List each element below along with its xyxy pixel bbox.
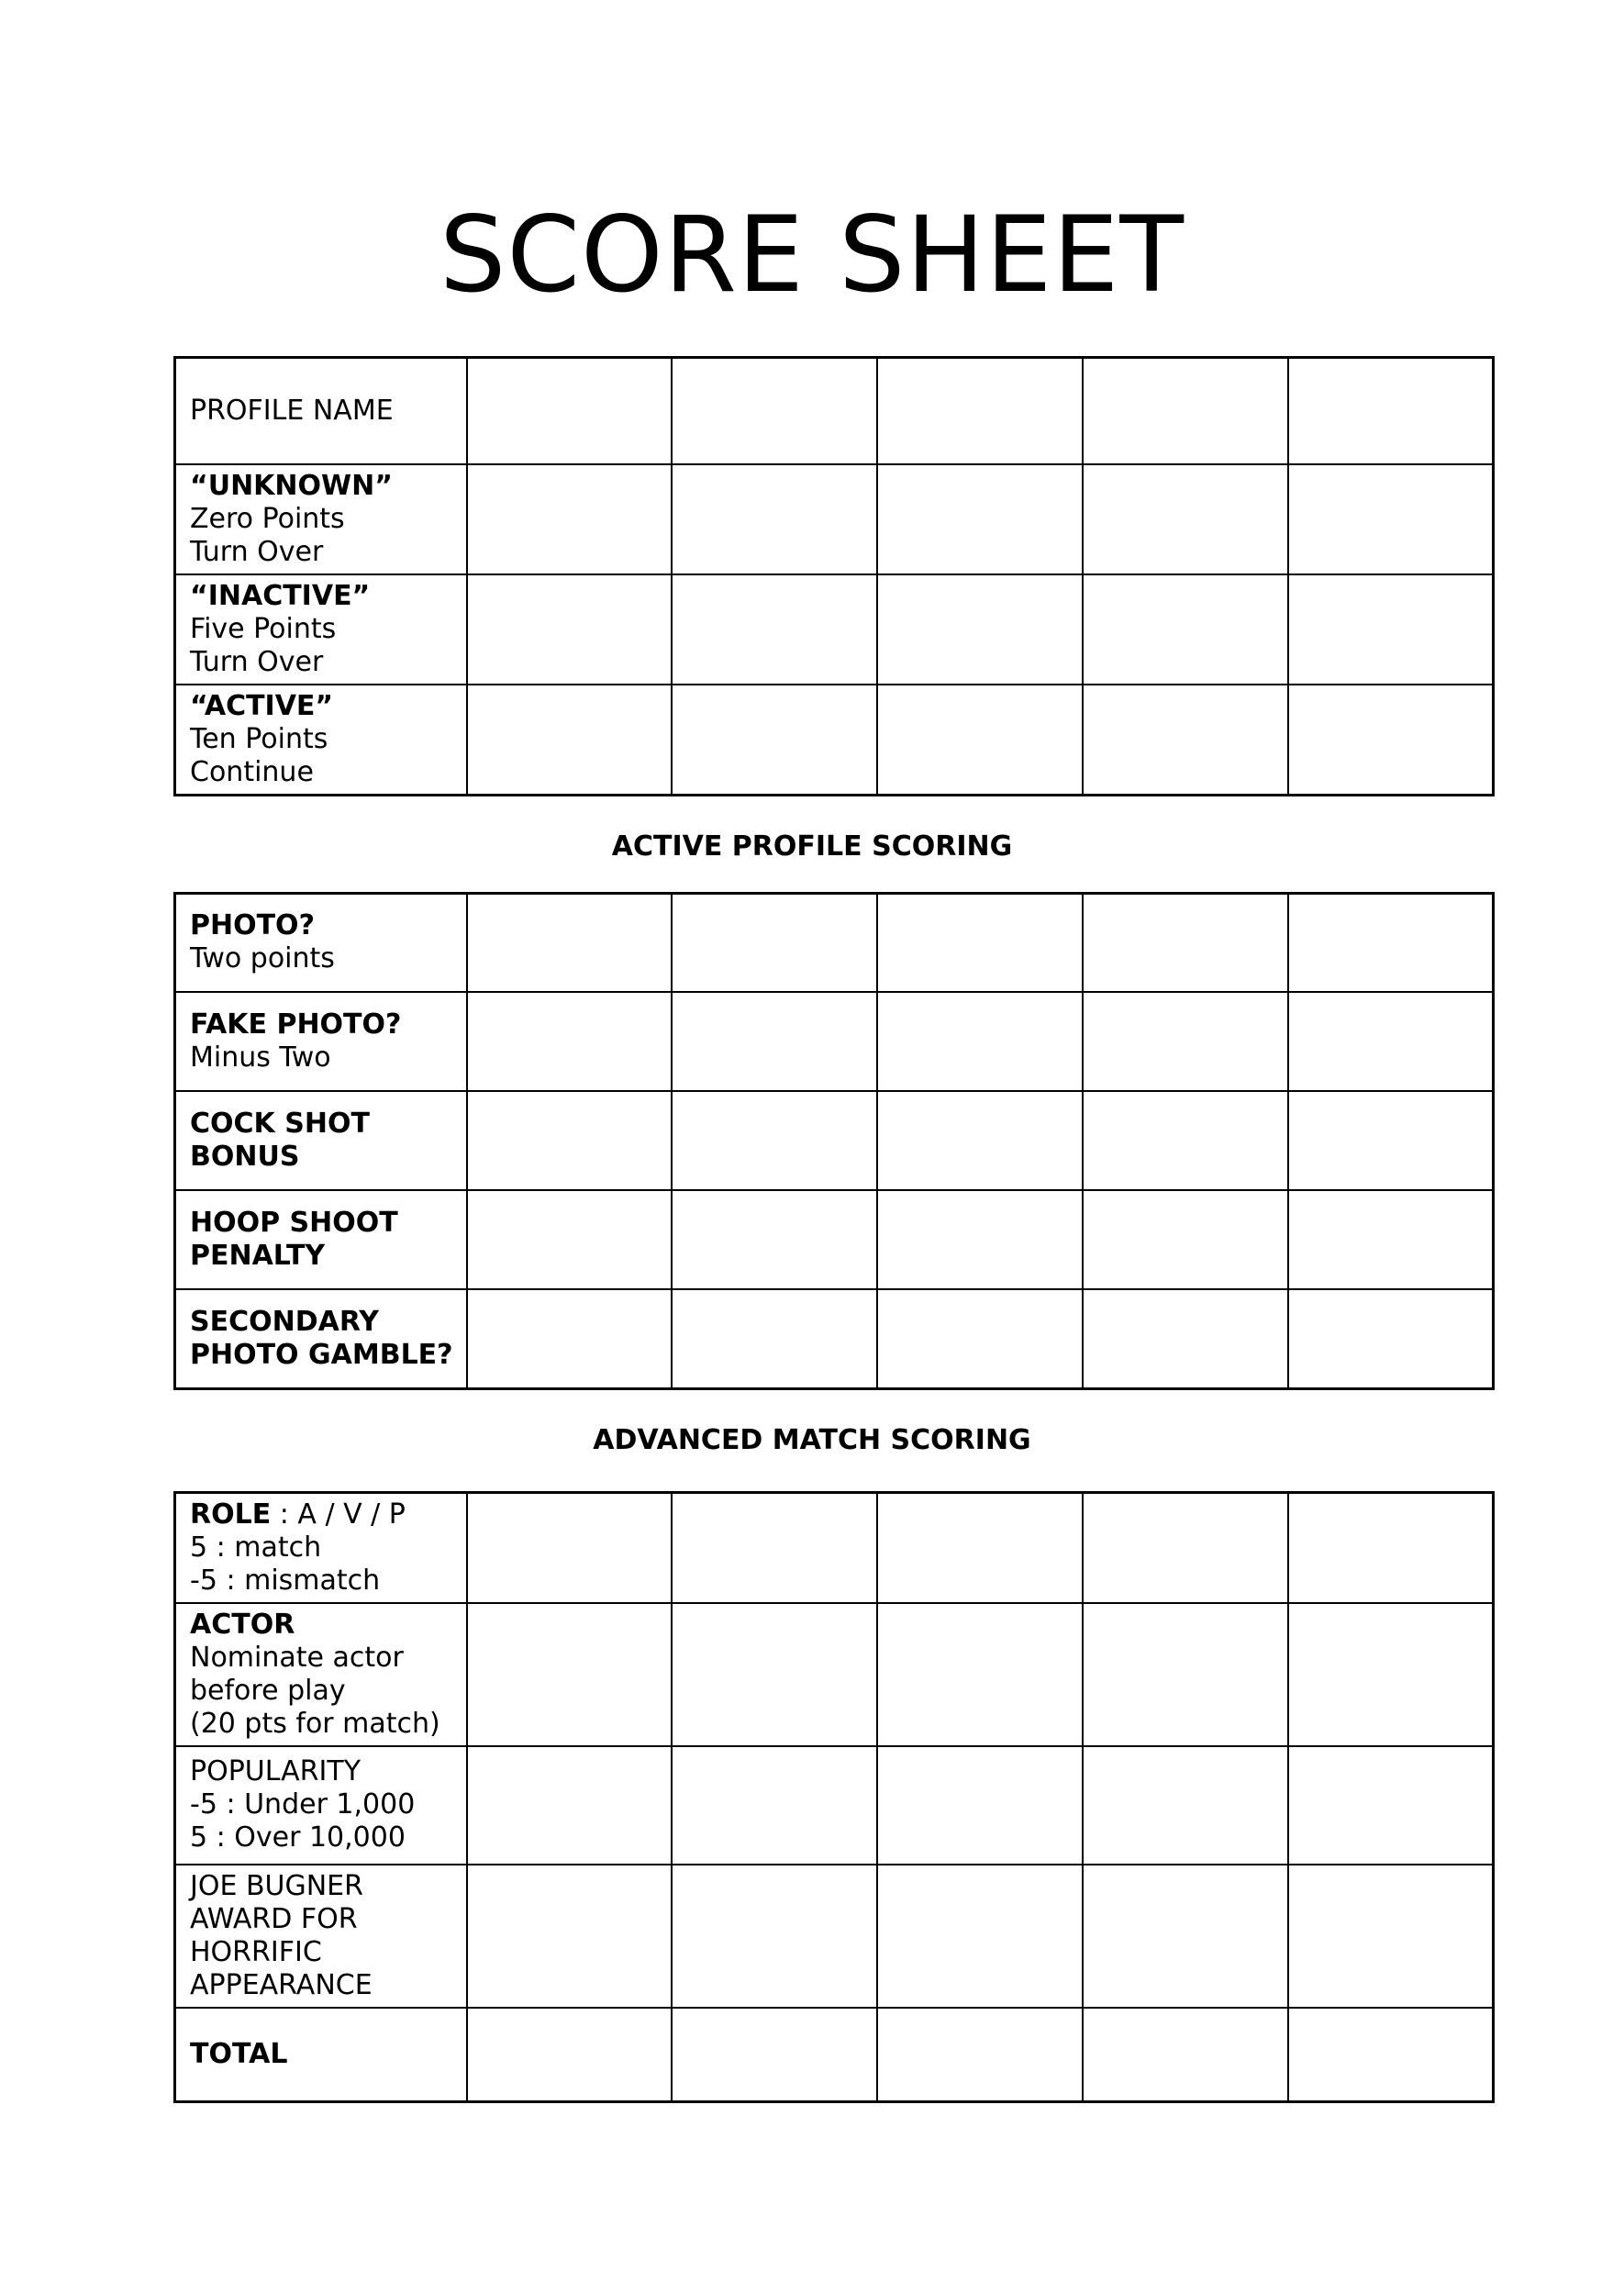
score-cell[interactable]	[877, 1603, 1083, 1746]
score-cell[interactable]	[672, 2008, 877, 2102]
score-cell[interactable]	[467, 1746, 673, 1865]
table-row	[175, 992, 1494, 1091]
score-cell[interactable]	[672, 574, 877, 685]
score-cell[interactable]	[672, 358, 877, 464]
score-cell[interactable]	[1083, 1289, 1288, 1388]
score-cell[interactable]	[1288, 464, 1494, 574]
row-label: “INACTIVE” Five Points Turn Over	[175, 574, 467, 685]
row-label: POPULARITY -5 : Under 1,000 5 : Over 10,000	[175, 1746, 467, 1865]
table-row	[175, 1492, 1494, 1603]
table-row	[175, 358, 1494, 464]
score-cell[interactable]	[877, 1746, 1083, 1865]
row-label: PHOTO? Two points	[175, 893, 467, 992]
score-cell[interactable]	[877, 893, 1083, 992]
score-cell[interactable]	[877, 1091, 1083, 1190]
score-cell[interactable]	[1083, 992, 1288, 1091]
score-cell[interactable]	[877, 2008, 1083, 2102]
row-label: ACTOR Nominate actor before play (20 pts for match)	[175, 1603, 467, 1746]
score-cell[interactable]	[1083, 1190, 1288, 1289]
row-label: “UNKNOWN” Zero Points Turn Over	[175, 464, 467, 574]
score-cell[interactable]	[877, 992, 1083, 1091]
score-cell[interactable]	[1083, 574, 1288, 685]
table-row	[175, 893, 1494, 992]
row-label: TOTAL	[175, 2008, 467, 2102]
row-label: SECONDARY PHOTO GAMBLE?	[175, 1289, 467, 1388]
score-cell[interactable]	[1288, 574, 1494, 685]
table-row	[175, 1746, 1494, 1865]
table-row	[175, 574, 1494, 685]
score-cell[interactable]	[467, 358, 673, 464]
score-cell[interactable]	[672, 464, 877, 574]
score-cell[interactable]	[1083, 1091, 1288, 1190]
score-cell[interactable]	[877, 358, 1083, 464]
score-cell[interactable]	[877, 1190, 1083, 1289]
profile-status-table	[173, 356, 1495, 796]
row-label: FAKE PHOTO? Minus Two	[175, 992, 467, 1091]
score-cell[interactable]	[1083, 685, 1288, 796]
score-cell[interactable]	[877, 574, 1083, 685]
active-profile-scoring-table	[173, 892, 1495, 1390]
score-cell[interactable]	[1288, 992, 1494, 1091]
section-heading-active-profile-scoring: ACTIVE PROFILE SCORING	[611, 830, 1013, 863]
score-cell[interactable]	[1083, 1746, 1288, 1865]
score-cell[interactable]	[467, 685, 673, 796]
table-row	[175, 464, 1494, 574]
score-cell[interactable]	[1083, 1865, 1288, 2008]
score-cell[interactable]	[1083, 1492, 1288, 1603]
score-cell[interactable]	[467, 574, 673, 685]
score-cell[interactable]	[1288, 1865, 1494, 2008]
score-cell[interactable]	[1288, 685, 1494, 796]
score-cell[interactable]	[1083, 2008, 1288, 2102]
score-cell[interactable]	[467, 2008, 673, 2102]
row-label: JOE BUGNER AWARD FOR HORRIFIC APPEARANCE	[175, 1865, 467, 2008]
score-cell[interactable]	[877, 464, 1083, 574]
score-cell[interactable]	[877, 1492, 1083, 1603]
row-label: “ACTIVE” Ten Points Continue	[175, 685, 467, 796]
score-cell[interactable]	[672, 1492, 877, 1603]
table-row	[175, 2008, 1494, 2102]
score-cell[interactable]	[672, 1091, 877, 1190]
advanced-match-scoring-table	[173, 1491, 1495, 2104]
score-cell[interactable]	[672, 992, 877, 1091]
score-cell[interactable]	[1288, 1603, 1494, 1746]
table-row	[175, 1190, 1494, 1289]
score-cell[interactable]	[467, 1091, 673, 1190]
row-label: HOOP SHOOT PENALTY	[175, 1190, 467, 1289]
score-cell[interactable]	[1288, 1091, 1494, 1190]
score-cell[interactable]	[1288, 358, 1494, 464]
table-row	[175, 1865, 1494, 2008]
score-cell[interactable]	[1083, 893, 1288, 992]
score-cell[interactable]	[467, 464, 673, 574]
score-cell[interactable]	[672, 1190, 877, 1289]
score-cell[interactable]	[877, 1865, 1083, 2008]
score-cell[interactable]	[672, 1865, 877, 2008]
score-cell[interactable]	[877, 1289, 1083, 1388]
section-heading-advanced-match-scoring: ADVANCED MATCH SCORING	[593, 1423, 1031, 1456]
score-cell[interactable]	[877, 685, 1083, 796]
score-cell[interactable]	[672, 685, 877, 796]
score-cell[interactable]	[1288, 1492, 1494, 1603]
row-label: ROLE : A / V / P 5 : match -5 : mismatch	[175, 1492, 467, 1603]
page-title: SCORE SHEET	[439, 194, 1185, 316]
score-cell[interactable]	[1288, 1289, 1494, 1388]
score-cell[interactable]	[467, 1865, 673, 2008]
score-cell[interactable]	[1288, 893, 1494, 992]
score-cell[interactable]	[672, 1746, 877, 1865]
score-cell[interactable]	[1083, 464, 1288, 574]
score-cell[interactable]	[672, 1603, 877, 1746]
score-cell[interactable]	[672, 1289, 877, 1388]
table-row	[175, 685, 1494, 796]
score-cell[interactable]	[467, 893, 673, 992]
score-cell[interactable]	[1288, 1190, 1494, 1289]
score-cell[interactable]	[467, 1190, 673, 1289]
score-cell[interactable]	[1083, 1603, 1288, 1746]
score-cell[interactable]	[1083, 358, 1288, 464]
score-cell[interactable]	[1288, 2008, 1494, 2102]
score-cell[interactable]	[672, 893, 877, 992]
table-row	[175, 1091, 1494, 1190]
score-cell[interactable]	[467, 1289, 673, 1388]
table-row	[175, 1289, 1494, 1388]
score-cell[interactable]	[467, 1492, 673, 1603]
row-label: COCK SHOT BONUS	[175, 1091, 467, 1190]
score-cell[interactable]	[467, 1603, 673, 1746]
score-cell[interactable]	[467, 992, 673, 1091]
row-label: PROFILE NAME	[175, 358, 467, 464]
table-row	[175, 1603, 1494, 1746]
score-cell[interactable]	[1288, 1746, 1494, 1865]
